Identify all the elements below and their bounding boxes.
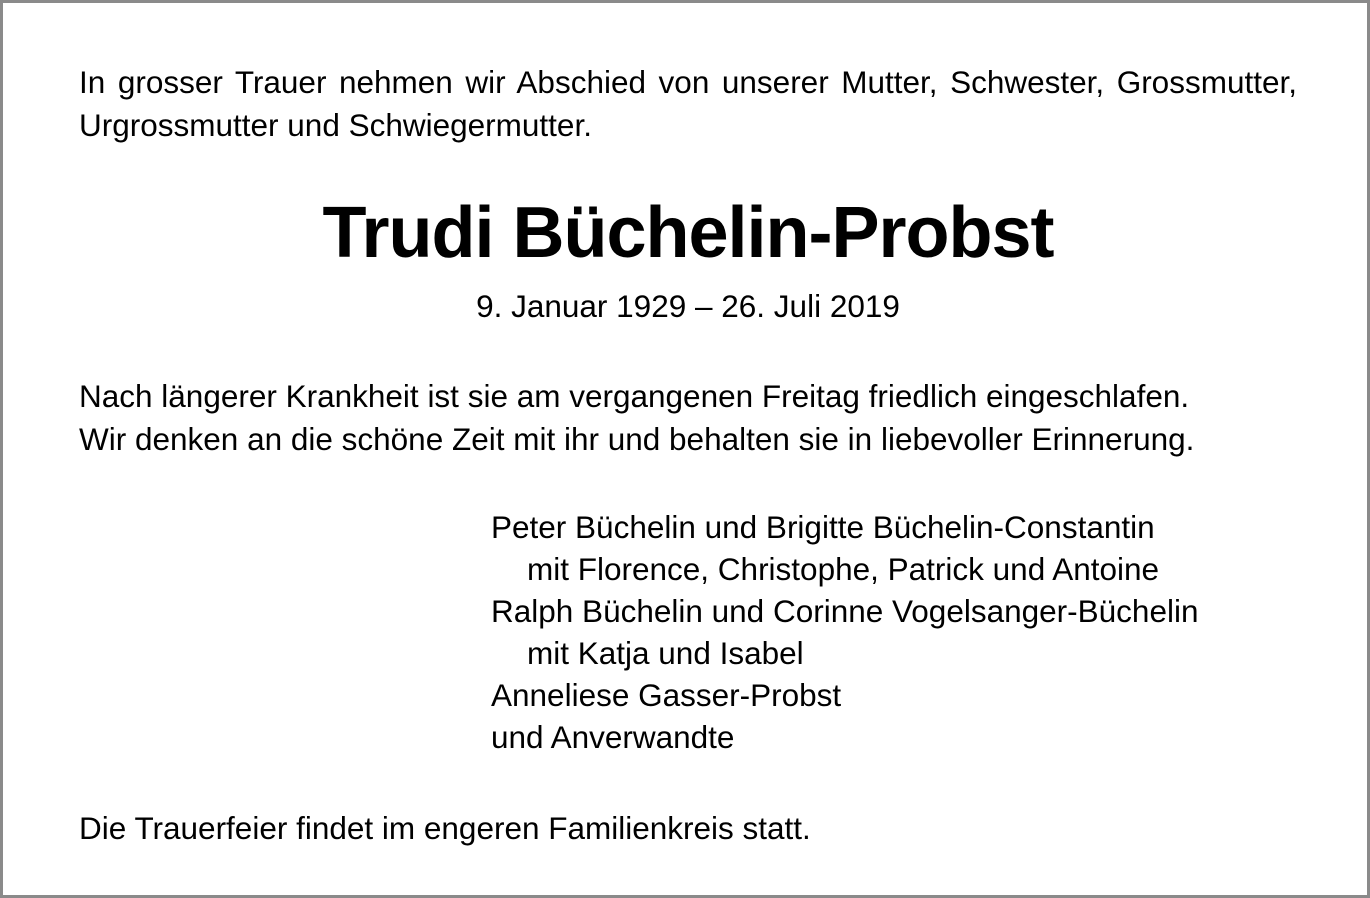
mourners-list xyxy=(491,506,1351,758)
deceased-name: Trudi Büchelin-Probst xyxy=(322,193,1054,273)
message-line: Wir denken an die schöne Zeit mit ihr und behalten sie in liebevoller Erinnerung. xyxy=(79,421,1195,457)
mourner-entry: Peter Büchelin und Brigitte Büchelin-Constantin xyxy=(491,509,1155,545)
mourner-entry: mit Katja und Isabel xyxy=(527,635,804,671)
funeral-note: Die Trauerfeier findet im engeren Familienkreis statt. xyxy=(79,810,811,846)
message-text xyxy=(79,375,1319,461)
mourner-entry: und Anverwandte xyxy=(491,719,735,755)
intro-text: In grosser Trauer nehmen wir Abschied von unserer Mutter, Schwester, Grossmutter, Urgrossmutter und Schwiegermutter. xyxy=(79,64,1297,143)
mourner-entry: mit Florence, Christophe, Patrick und Antoine xyxy=(527,551,1160,587)
mourner-entry: Anneliese Gasser-Probst xyxy=(491,677,842,713)
mourner-entry: Ralph Büchelin und Corinne Vogelsanger-Büchelin xyxy=(491,593,1199,629)
life-dates: 9. Januar 1929 – 26. Juli 2019 xyxy=(476,288,900,324)
message-line: Nach längerer Krankheit ist sie am vergangenen Freitag friedlich eingeschlafen. xyxy=(79,378,1190,414)
